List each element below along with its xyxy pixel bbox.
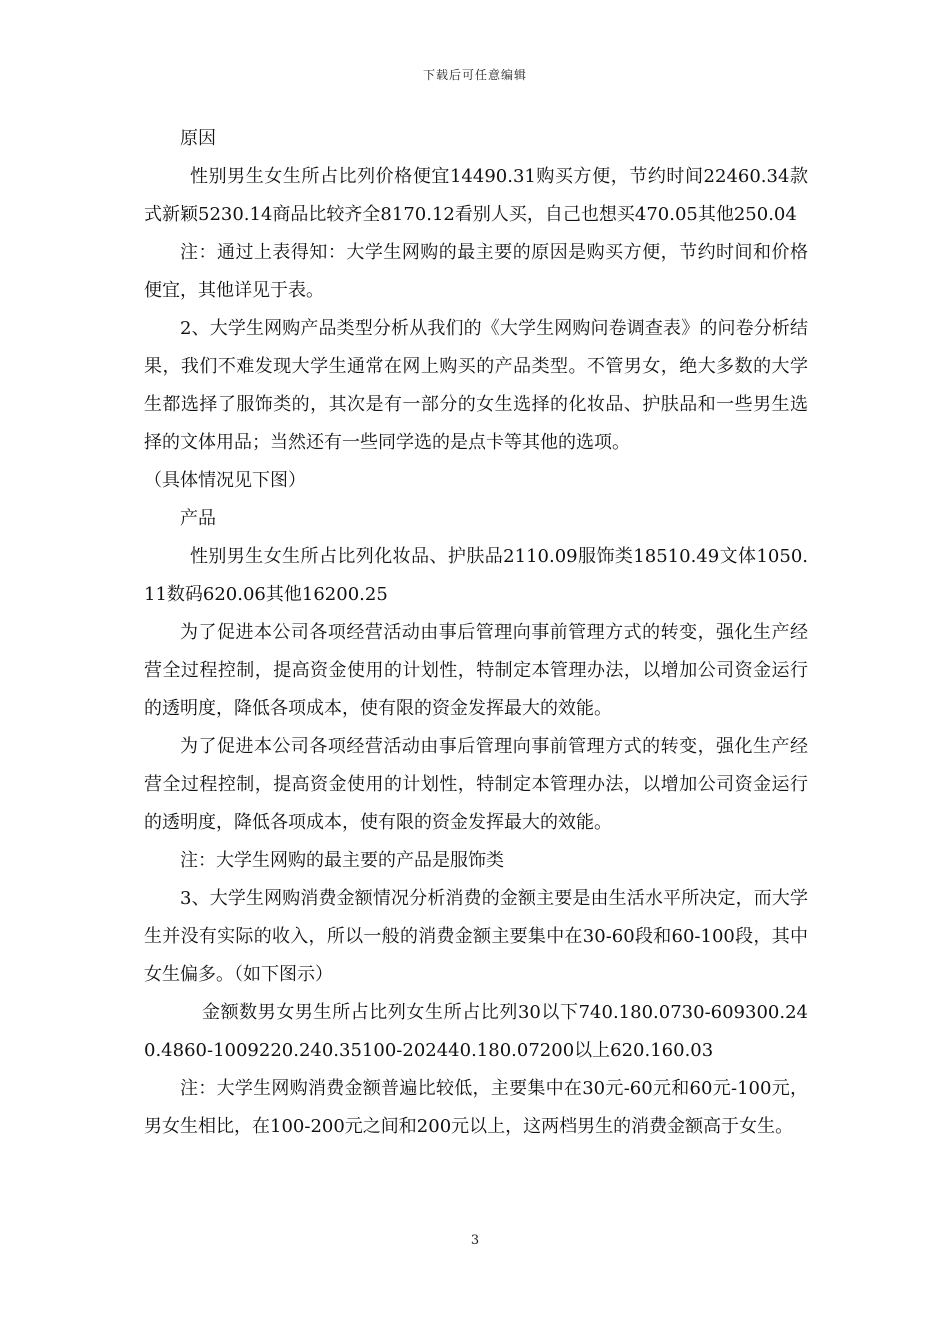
- paragraph-product-table: 性别男生女生所占比列化妆品、护肤品2110.09服饰类18510.49文体1050.11数码620.06其他16200.25: [144, 546, 808, 605]
- paragraph-product-analysis: 2、大学生网购产品类型分析从我们的《大学生网购问卷调查表》的问卷分析结果，我们不难发现大学生通常在网上购买的产品类型。不管男女，绝大多数的大学生都选择了服饰类的，其次是有一部分的女生选择的化妆品、护肤品和一些男生选择的文体用品；当然还有一些同学选的是点卡等其他的选项。: [144, 318, 808, 453]
- document-body: [144, 120, 808, 1146]
- paragraph-product-heading: 产品: [180, 508, 216, 529]
- paragraph-product-note: 注：大学生网购的最主要的产品是服饰类: [180, 850, 504, 871]
- paragraph-management-2: 为了促进本公司各项经营活动由事后管理向事前管理方式的转变，强化生产经营全过程控制，提高资金使用的计划性，特制定本管理办法，以增加公司资金运行的透明度，降低各项成本，使有限的资金发挥最大的效能。: [144, 736, 808, 833]
- paragraph-spending-table: 金额数男女男生所占比列女生所占比列30以下740.180.0730-609300.240.4860-1009220.240.35100-202440.180.07200以上620.160.03: [144, 1002, 808, 1061]
- paragraph-spending-analysis: 3、大学生网购消费金额情况分析消费的金额主要是由生活水平所决定，而大学生并没有实际的收入，所以一般的消费金额主要集中在30-60段和60-100段，其中女生偏多。（如下图示）: [144, 888, 808, 985]
- paragraph-management-1: 为了促进本公司各项经营活动由事后管理向事前管理方式的转变，强化生产经营全过程控制，提高资金使用的计划性，特制定本管理办法，以增加公司资金运行的透明度，降低各项成本，使有限的资金发挥最大的效能。: [144, 622, 808, 719]
- paragraph-reason-note: 注：通过上表得知：大学生网购的最主要的原因是购买方便，节约时间和价格便宜，其他详见于表。: [144, 242, 808, 301]
- paragraph-product-see-below: （具体情况见下图）: [144, 470, 306, 491]
- page-header: 下载后可任意编辑: [422, 68, 527, 82]
- paragraph-reason-heading: 原因: [180, 128, 216, 149]
- paragraph-reason-table: 性别男生女生所占比列价格便宜14490.31购买方便，节约时间22460.34款式新颖5230.14商品比较齐全8170.12看别人买，自己也想买470.05其他250.04: [144, 166, 808, 225]
- paragraph-spending-note: 注：大学生网购消费金额普遍比较低，主要集中在30元-60元和60元-100元，男女生相比，在100-200元之间和200元以上，这两档男生的消费金额高于女生。: [144, 1078, 808, 1137]
- page-number: 3: [470, 1233, 480, 1248]
